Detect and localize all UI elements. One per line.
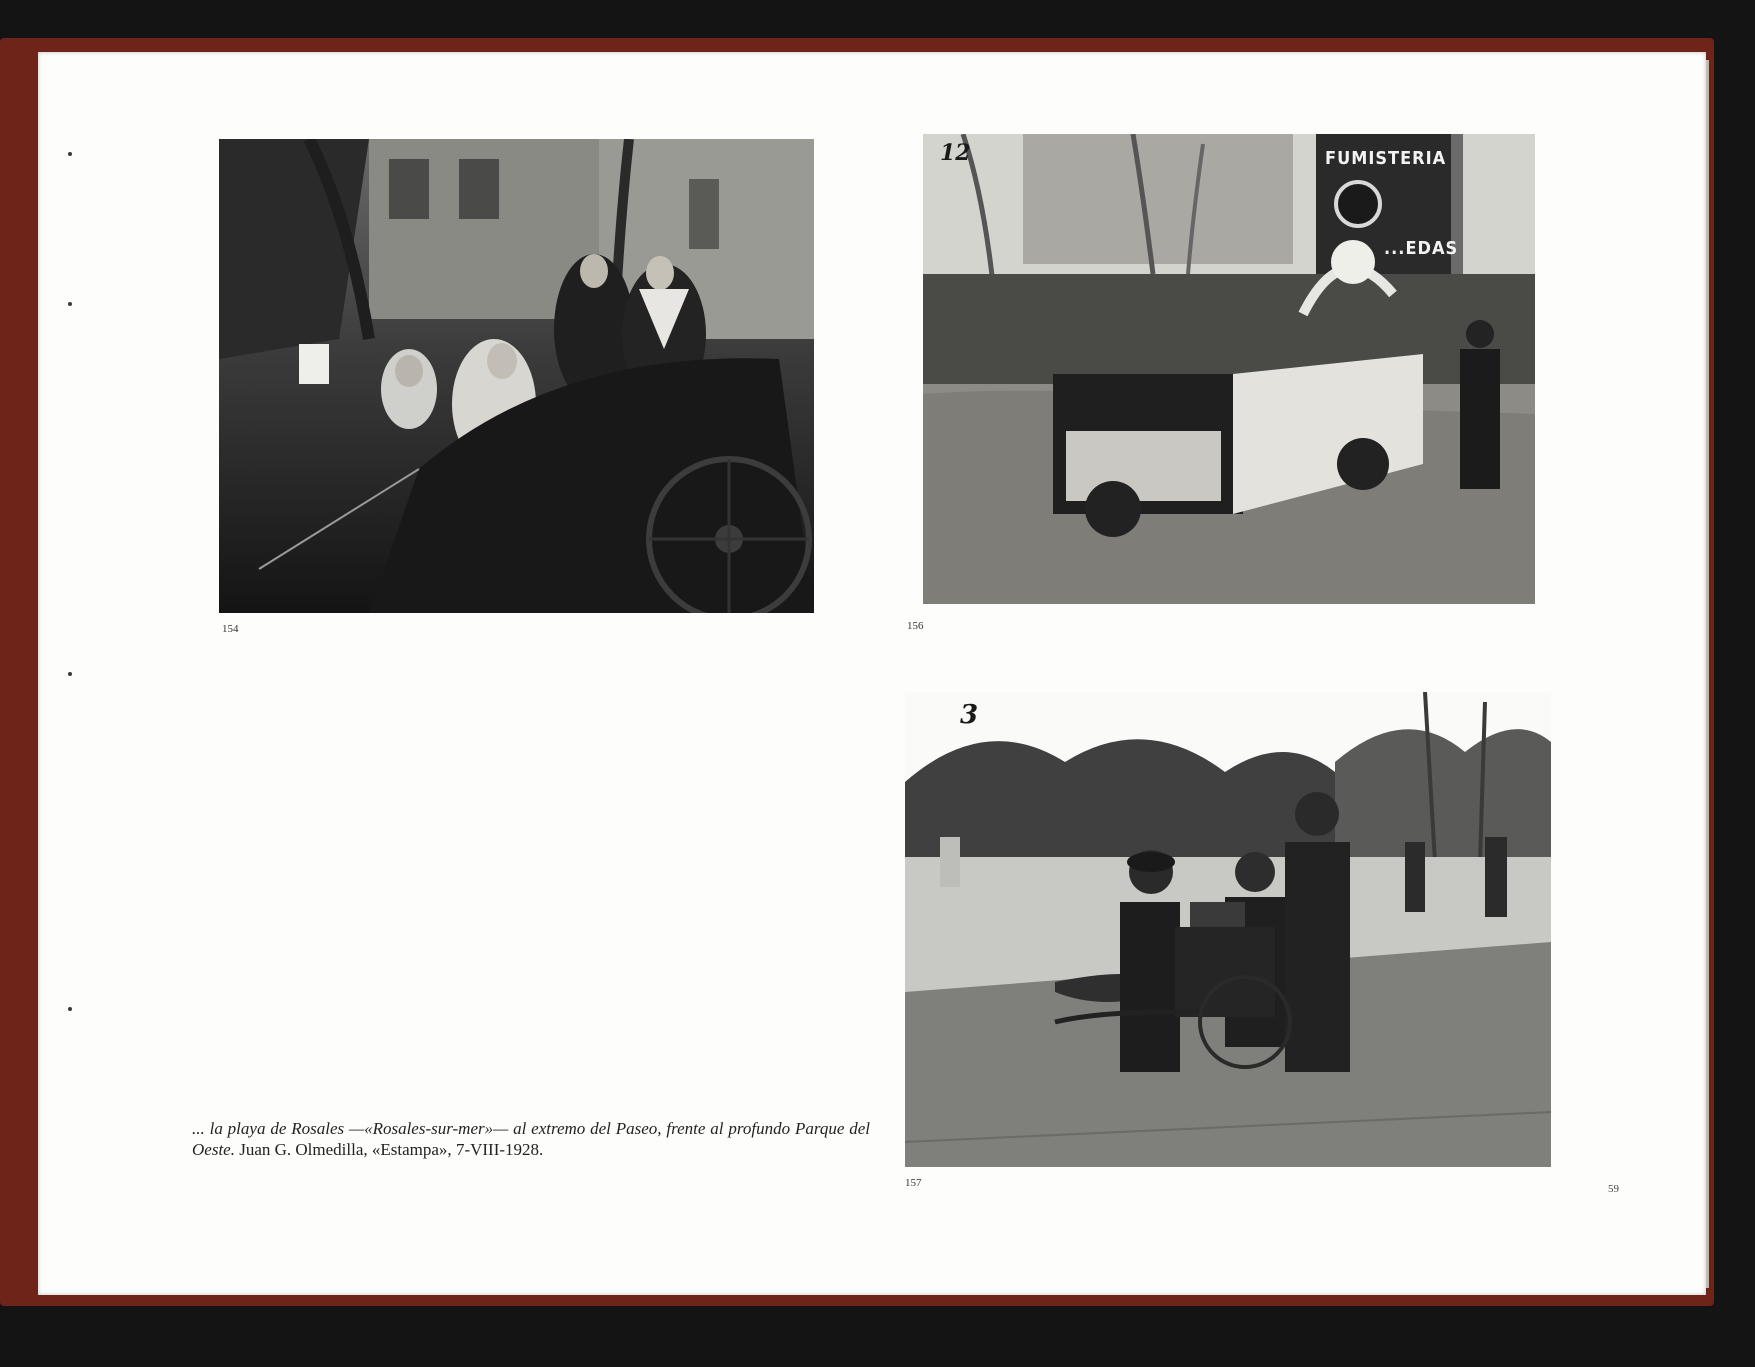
sign-lettering-bottom: ...EDAS [1384, 238, 1459, 259]
page-number: 59 [1608, 1183, 1619, 1195]
plate-number: 154 [222, 623, 239, 635]
handwritten-plate-mark: 3 [960, 700, 979, 730]
plate-number: 156 [907, 620, 924, 632]
binding-hole [68, 672, 72, 676]
photo-157-image [905, 692, 1551, 1167]
photo-carriage-women [219, 139, 814, 613]
photo-caption [192, 1118, 870, 1160]
caption-quote-line2: frente al profundo Parque del Oeste. [192, 1119, 870, 1159]
photo-154-image [219, 139, 814, 613]
photo-flower-float [923, 134, 1535, 604]
photo-children-cart [905, 692, 1551, 1167]
sign-lettering-top: FUMISTERIA [1325, 148, 1447, 169]
plate-number: 157 [905, 1177, 922, 1189]
handwritten-plate-mark: 12 [940, 140, 971, 166]
photo-156-image [923, 134, 1535, 604]
binding-hole [68, 152, 72, 156]
caption-attribution: Juan G. Olmedilla, «Estampa», [234, 1140, 452, 1159]
caption-date: 7-VIII-1928. [455, 1140, 544, 1159]
caption-quote-line1: ... la playa de Rosales —«Rosales-sur-mer»— al extremo del Paseo, [192, 1119, 662, 1138]
binding-hole [68, 302, 72, 306]
binding-hole [68, 1007, 72, 1011]
